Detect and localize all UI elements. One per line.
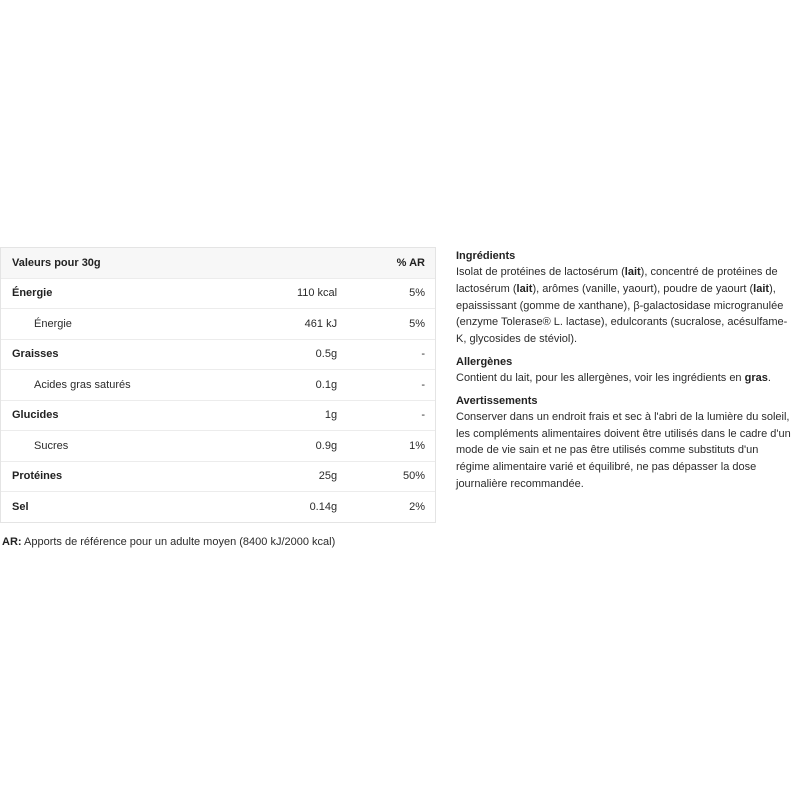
- header-ar: % AR: [357, 248, 436, 279]
- row-value: 110 kcal: [212, 278, 357, 309]
- row-energy-kj: [1, 309, 436, 340]
- footnote-abbr: AR:: [2, 536, 22, 548]
- ingredients-title: Ingrédients: [456, 250, 516, 262]
- ingredients-allergen: lait: [516, 282, 533, 295]
- allergens-title: Allergènes: [456, 355, 513, 368]
- allergens-part: .: [767, 371, 771, 384]
- row-ar: 5%: [357, 278, 436, 309]
- footnote: [2, 536, 335, 548]
- row-value: 0.14g: [212, 492, 357, 523]
- nutrition-table: [1, 247, 436, 523]
- row-label: Sucres: [1, 431, 212, 462]
- header-label: Valeurs pour 30g: [1, 248, 212, 279]
- ingredients-part: ), concentré de protéines de lactosérum (: [456, 266, 778, 295]
- warnings-text: Conserver dans un endroit frais et sec à l'abri de la lumière du soleil, les compléments alimentaires doivent être utilisés dans le cadre d'un mode de vie sain et ne pas être utilisés comme substituts d'un régime alimentaire varié et équilibré, ne pas dépasser la dose journalière recommandée.: [456, 410, 791, 490]
- row-ar: 2%: [357, 492, 436, 523]
- row-ar: -: [357, 339, 436, 370]
- header-value: [212, 248, 357, 279]
- row-value: 0.5g: [212, 339, 357, 370]
- row-saturated-fat: [1, 370, 436, 401]
- row-carbohydrates: [1, 400, 436, 431]
- ingredients-part: ), epaississant (gomme de xanthane), β-galactosidase microgranulée (enzyme Tolerase® L. lactase), edulcorants (sucralose, acésulfame-K, glycosides de stéviol).: [456, 282, 788, 346]
- ingredients-allergen: lait: [624, 266, 641, 278]
- row-value: 25g: [212, 461, 357, 492]
- row-label: Glucides: [1, 400, 212, 431]
- allergens-part: Contient du lait, pour les allergènes, voir les ingrédients en: [456, 371, 745, 384]
- row-protein: [1, 461, 436, 492]
- warnings-title: Avertissements: [456, 394, 538, 407]
- row-value: 1g: [212, 400, 357, 431]
- allergens-bold: gras: [744, 371, 768, 384]
- row-ar: 1%: [357, 431, 436, 462]
- row-ar: 50%: [357, 461, 436, 492]
- product-info: [456, 248, 791, 499]
- ingredients-part: Isolat de protéines de lactosérum (: [456, 266, 625, 278]
- ingredients-allergen: lait: [753, 282, 770, 295]
- row-value: 461 kJ: [212, 309, 357, 340]
- row-energy-kcal: [1, 278, 436, 309]
- row-label: Graisses: [1, 339, 212, 370]
- row-fat: [1, 339, 436, 370]
- row-label: Énergie: [1, 309, 212, 340]
- row-ar: 5%: [357, 309, 436, 340]
- ingredients-text: [456, 264, 791, 348]
- row-label: Sel: [1, 492, 212, 523]
- ingredients-part: ), arômes (vanille, yaourt), poudre de yaourt (: [532, 282, 754, 295]
- footnote-text: Apports de référence pour un adulte moyen (8400 kJ/2000 kcal): [21, 536, 336, 548]
- row-label: Énergie: [1, 278, 212, 309]
- row-salt: [1, 492, 436, 523]
- allergens-text: [456, 370, 791, 387]
- row-ar: -: [357, 370, 436, 401]
- row-sugars: [1, 431, 436, 462]
- row-label: Protéines: [1, 461, 212, 492]
- row-value: 0.1g: [212, 370, 357, 401]
- nutrition-table-header: [1, 248, 436, 279]
- row-value: 0.9g: [212, 431, 357, 462]
- row-ar: -: [357, 400, 436, 431]
- row-label: Acides gras saturés: [1, 370, 212, 401]
